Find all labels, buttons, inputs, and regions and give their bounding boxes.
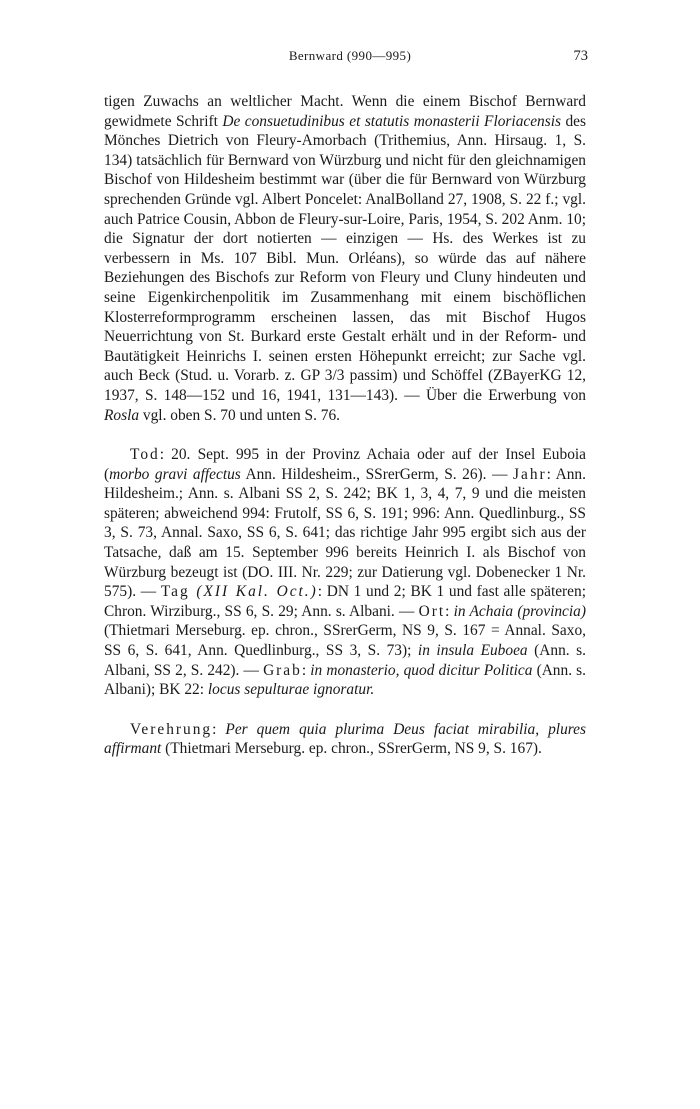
paragraph-tod	[104, 445, 586, 700]
paragraph-continuation	[104, 92, 586, 425]
text-run: : Ann. Hildesheim.; Ann. s. Albani SS 2, S. 242; BK 1, 3, 4, 7, 9 und die meisten späteren; abweichend 994: Frutolf, SS 6, S. 191; 996: Ann. Quedlinburg., SS 3, S. 73, Annal. Saxo, SS 6, S. 641; das richtige Jahr 995 ergibt sich aus der Tatsache, daß am 15. September 996 bereits Heinrich I. als Bischof von Würzburg bezeugt ist (DO. III. Nr. 229; zur Datierung vgl. Dobenecker 1 Nr. 575). —	[104, 465, 586, 601]
text-run: tigen Zuwachs an weltlicher Macht. Wenn die einem Bischof Bernward gewidmete Schrift	[104, 93, 586, 130]
place-name: Rosla	[104, 406, 140, 424]
label-verehrung: Verehrung	[130, 720, 213, 738]
text-run: (Ann. s. Albani, SS 2, S. 242). —	[104, 642, 586, 679]
latin-quote: Per quem quia plurima Deus faciat mirabilia, plures affirmant	[104, 720, 587, 758]
label-grab: Grab	[263, 661, 302, 679]
label-tod: Tod	[130, 446, 160, 464]
latin-date: (XII Kal. Oct.)	[189, 583, 318, 601]
latin-quote: in Achaia (provincia)	[453, 602, 586, 620]
work-title: De consuetudinibus et statutis monasterii Floriacensis	[222, 112, 562, 130]
text-run: (Ann. s. Albani); BK 22:	[104, 661, 587, 699]
latin-quote: in insula Euboea	[417, 642, 528, 660]
label-tag: Tag	[160, 583, 190, 601]
label-ort: Ort	[418, 602, 446, 620]
text-run: : 20. Sept. 995 in der Provinz Achaia oder auf der Insel Euboia (	[104, 446, 586, 483]
latin-quote: morbo gravi affectus	[109, 465, 241, 483]
paragraph-verehrung	[104, 720, 586, 759]
running-head-title: Bernward (990—995)	[288, 48, 412, 63]
text-run: des Mönches Dietrich von Fleury-Amorbach (Trithemius, Ann. Hirsaug. 1, S. 134) tatsächlich für Bernward von Würzburg und nicht für den gleichnamigen Bischof von Hildesheim bestimmt war (über die für Bernward von Würzburg sprechenden Gründe vgl. Albert Poncelet: AnalBolland 27, 1908, S. 22 f.; vgl. auch Patrice Cousin, Abbon de Fleury-sur-Loire, Paris, 1954, S. 202 Anm. 10; die Signatur der dort notierten — einzigen — Hs. des Werkes ist zu verbessern in Ms. 107 Bibl. Mun. Orléans), so würde das auf nähere Beziehungen des Bischofs zur Reform von Fleury und Cluny hindeuten und seine Eigenkirchenpolitik im Zusammenhang mit einem bischöflichen Klosterreformprogramm erscheinen lassen, das mit Bischof Hugos Neuerrichtung von St. Burkard erste Gestalt erhält und in der Reform- und Bautätigkeit Heinrichs I. seinen ersten Höhepunkt erreicht; zur Sache vgl. auch Beck (Stud. u. Vorarb. z. GP 3/3 passim) und Schöffel (ZBayerKG 12, 1937, S. 148—152 und 16, 1941, 131—143). — Über die Erwerbung von	[104, 112, 586, 404]
body-text	[104, 92, 586, 759]
text-run: (Thietmari Merseburg. ep. chron., SSrerGerm, NS 9, S. 167 = Annal. Saxo, SS 6, S. 641, Ann. Quedlinburg., SS 3, S. 73);	[104, 622, 586, 660]
latin-quote: in monasterio, quod dicitur Politica	[310, 661, 533, 679]
label-jahr: Jahr	[513, 465, 547, 483]
page-number: 73	[573, 48, 588, 64]
text-run: :	[445, 602, 454, 620]
text-run: (Thietmari Merseburg. ep. chron., SSrerGerm, NS 9, S. 167).	[161, 740, 542, 758]
latin-quote: locus sepulturae ignoratur.	[207, 681, 375, 699]
text-run: : DN 1 und 2; BK 1 und fast alle späteren; Chron. Wirziburg., SS 6, S. 29; Ann. s. Albani. —	[104, 583, 586, 620]
text-run: vgl. oben S. 70 und unten S. 76.	[139, 406, 340, 424]
text-run: :	[212, 720, 226, 738]
text-run: Ann. Hildesheim., SSrerGerm, S. 26). —	[240, 465, 513, 483]
text-run: :	[301, 661, 311, 679]
